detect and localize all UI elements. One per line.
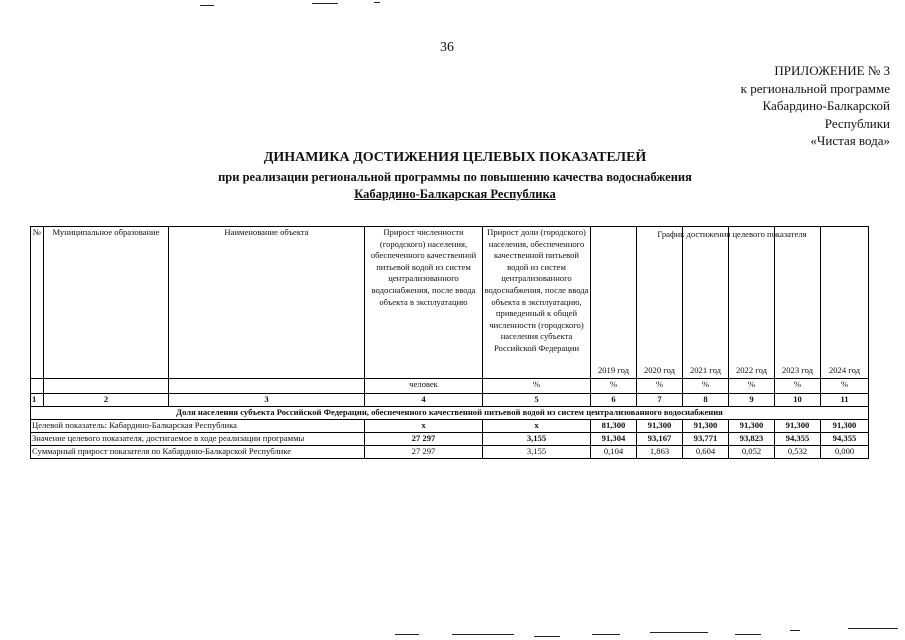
column-number: 6	[591, 394, 637, 407]
table-row	[31, 433, 869, 446]
indicators-table	[30, 226, 869, 459]
appendix-block	[660, 62, 890, 150]
row-year-value: 93,167	[637, 433, 683, 446]
header-municipality: Муниципальное образование	[44, 227, 169, 379]
unit-year: %	[683, 379, 729, 394]
row-year-value: 94,355	[821, 433, 869, 446]
appendix-line: ПРИЛОЖЕНИЕ № 3	[774, 63, 890, 78]
column-number: 9	[729, 394, 775, 407]
row-population: 27 297	[365, 433, 483, 446]
header-row	[31, 227, 869, 379]
header-year: 2021 год	[683, 227, 729, 379]
column-number: 1	[31, 394, 44, 407]
row-year-value: 91,300	[683, 420, 729, 433]
row-share: 3,155	[483, 433, 591, 446]
units-cell-empty	[44, 379, 169, 394]
row-year-value: 1,863	[637, 446, 683, 459]
row-label: Суммарный прирост показателя по Кабардино-Балкарской Республике	[31, 446, 365, 459]
appendix-line: «Чистая вода»	[810, 133, 890, 148]
unit-year: %	[775, 379, 821, 394]
header-population-growth: Прирост численности (городского) населения, обеспеченного качественной питьевой водой из систем централизованного водоснабжения, после ввода объекта в эксплуатацию	[365, 227, 483, 379]
region-title: Кабардино-Балкарская Республика	[354, 187, 556, 201]
scan-artifact	[848, 628, 898, 629]
appendix-line: Кабардино-Балкарской	[762, 98, 890, 113]
unit-year: %	[729, 379, 775, 394]
unit-year: %	[591, 379, 637, 394]
graph-title: График достижения целевого показателя	[657, 229, 807, 239]
column-number: 3	[169, 394, 365, 407]
section-title: Доля населения субъекта Российской Федерации, обеспеченного качественной питьевой водой из систем централизованного водоснабжения	[31, 407, 869, 420]
document-subtitle: при реализации региональной программы по повышению качества водоснабжения	[218, 170, 692, 184]
scan-artifact	[735, 634, 761, 635]
column-number: 5	[483, 394, 591, 407]
scan-artifact	[374, 2, 380, 3]
column-number: 7	[637, 394, 683, 407]
row-year-value: 91,300	[637, 420, 683, 433]
units-cell-empty	[169, 379, 365, 394]
scan-artifact	[790, 630, 800, 631]
row-share: х	[483, 420, 591, 433]
unit-share: %	[483, 379, 591, 394]
header-object: Наименование объекта	[169, 227, 365, 379]
row-year-value: 93,771	[683, 433, 729, 446]
column-number: 10	[775, 394, 821, 407]
row-year-value: 0,052	[729, 446, 775, 459]
column-number: 11	[821, 394, 869, 407]
scan-artifact	[200, 5, 214, 6]
unit-population: человек	[365, 379, 483, 394]
row-year-value: 0,604	[683, 446, 729, 459]
row-year-value: 0,104	[591, 446, 637, 459]
row-year-value: 81,300	[591, 420, 637, 433]
unit-year: %	[821, 379, 869, 394]
column-numbers-row	[31, 394, 869, 407]
row-population: 27 297	[365, 446, 483, 459]
header-share-growth: Прирост доли (городского) населения, обеспеченного качественной питьевой водой из систем централизованного водоснабжения, после ввода объекта в эксплуатацию, приведенный к общей численности (городского) населения субъекта Российской Федерации	[483, 227, 591, 379]
scan-artifact	[452, 634, 514, 635]
row-year-value: 91,300	[729, 420, 775, 433]
row-label: Целевой показатель: Кабардино-Балкарская Республика	[31, 420, 365, 433]
table-row	[31, 420, 869, 433]
row-year-value: 94,355	[775, 433, 821, 446]
header-year: 2023 год	[775, 227, 821, 379]
row-year-value: 91,300	[821, 420, 869, 433]
column-number: 4	[365, 394, 483, 407]
header-year: 2019 год	[591, 227, 637, 379]
row-label: Значение целевого показателя, достигаемое в ходе реализации программы	[31, 433, 365, 446]
scan-artifact	[312, 3, 338, 4]
column-number: 8	[683, 394, 729, 407]
units-cell-empty	[31, 379, 44, 394]
unit-year: %	[637, 379, 683, 394]
scan-artifact	[592, 634, 620, 635]
column-number: 2	[44, 394, 169, 407]
scan-artifact	[650, 632, 708, 633]
row-year-value: 0,532	[775, 446, 821, 459]
appendix-line: к региональной программе	[740, 80, 890, 96]
header-year: 2020 год	[637, 227, 683, 379]
row-population: х	[365, 420, 483, 433]
row-year-value: 93,823	[729, 433, 775, 446]
page-number: 36	[440, 40, 454, 55]
row-year-value: 91,304	[591, 433, 637, 446]
appendix-line: Республики	[824, 115, 890, 131]
scan-artifact	[534, 636, 560, 637]
header-year: 2024 год	[821, 227, 869, 379]
header-year: 2022 год	[729, 227, 775, 379]
units-row	[31, 379, 869, 394]
document-title: ДИНАМИКА ДОСТИЖЕНИЯ ЦЕЛЕВЫХ ПОКАЗАТЕЛЕЙ	[263, 150, 647, 165]
row-share: 3,155	[483, 446, 591, 459]
section-row	[31, 407, 869, 420]
scan-artifact	[395, 634, 419, 635]
row-year-value: 91,300	[775, 420, 821, 433]
header-num: №	[31, 227, 44, 379]
table-row	[31, 446, 869, 459]
row-year-value: 0,000	[821, 446, 869, 459]
